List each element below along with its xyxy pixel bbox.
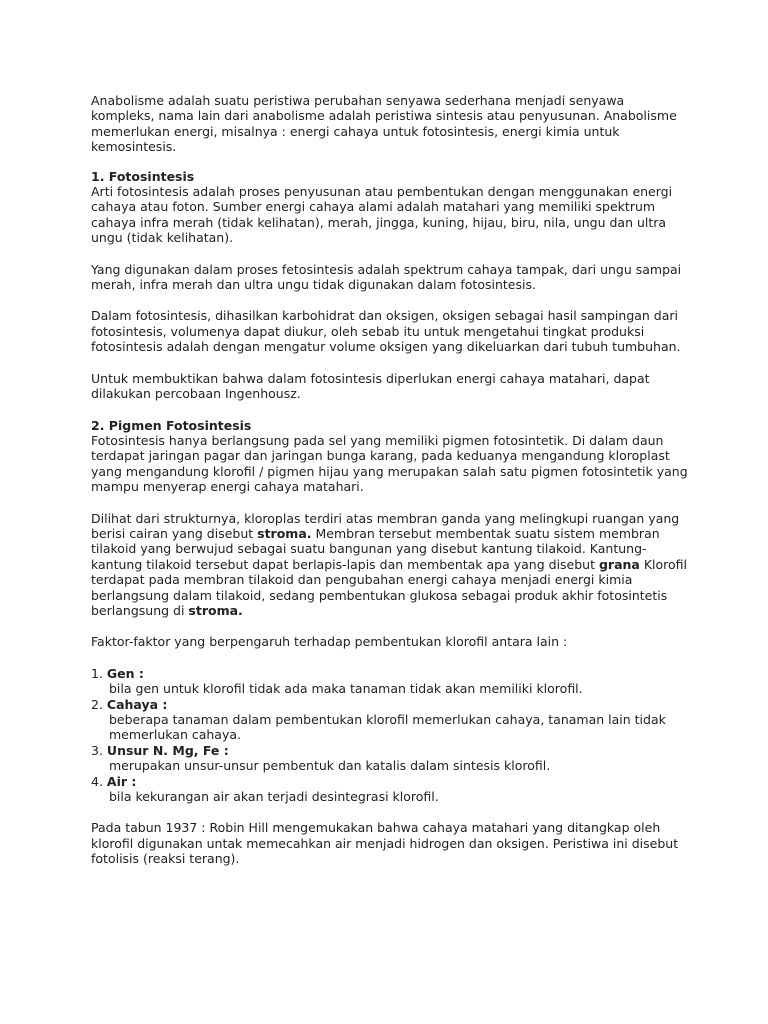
factor-title: Air : bbox=[106, 773, 137, 789]
list-item bbox=[91, 774, 691, 805]
text-segment: Membran tersebut membentak suatu sistem membran tilakoid yang berwujud sebagai suatu bangunan yang disebut kantung tilakoid. Kantung-kantung tilakoid tersebut dapat berlapis-lapis dan membentak apa yang disebut bbox=[91, 525, 660, 572]
term-grana: grana bbox=[598, 556, 640, 572]
list-item bbox=[91, 666, 691, 697]
list-number: 2. bbox=[91, 696, 103, 712]
factor-title: Gen : bbox=[106, 665, 144, 681]
list-item bbox=[91, 743, 691, 774]
paragraph-kloroplas bbox=[91, 511, 691, 619]
paragraph-robin-hill: Pada tabun 1937 : Robin Hill mengemukakan bahwa cahaya matahari yang ditangkap oleh klorofil digunakan untak memecahkan air menjadi hidrogen dan oksigen. Peristiwa ini disebut fotolisis (reaksi terang). bbox=[91, 820, 679, 867]
section-heading-fotosintesis: 1. Fotosintesis bbox=[91, 168, 195, 184]
list-number: 3. bbox=[91, 742, 103, 758]
factor-title: Unsur N. Mg, Fe : bbox=[106, 742, 229, 758]
document-body bbox=[91, 93, 691, 883]
paragraph-hasil-fotosintesis: Dalam fotosintesis, dihasilkan karbohidrat dan oksigen, oksigen sebagai hasil sampingan dari fotosintesis, volumenya dapat diukur, oleh sebab itu untuk mengetahui tingkat produksi fotosintesis adalah dengan mengatur volume oksigen yang dikeluarkan dari tubuh tumbuhan. bbox=[91, 308, 681, 355]
factor-title: Cahaya : bbox=[106, 696, 168, 712]
factor-description: bila kekurangan air akan terjadi desintegrasi klorofil. bbox=[109, 789, 439, 805]
paragraph-pigmen: Fotosintesis hanya berlangsung pada sel yang memiliki pigmen fotosintetik. Di dalam daun terdapat jaringan pagar dan jaringan bunga karang, pada keduanya mengandung kloroplast yang mengandung klorofil / pigmen hijau yang merupakan salah satu pigmen fotosintetik yang mampu menyerap energi cahaya matahari. bbox=[91, 432, 688, 495]
factor-description: beberapa tanaman dalam pembentukan klorofil memerlukan cahaya, tanaman lain tidak memerlukan cahaya. bbox=[109, 712, 666, 743]
term-stroma: stroma. bbox=[257, 525, 312, 541]
list-number: 1. bbox=[91, 665, 103, 681]
paragraph-ingenhousz: Untuk membuktikan bahwa dalam fotosintesis diperlukan energi cahaya matahari, dapat dilakukan percobaan Ingenhousz. bbox=[91, 370, 650, 402]
factor-description: bila gen untuk klorofil tidak ada maka tanaman tidak akan memiliki klorofil. bbox=[109, 681, 583, 697]
text-segment: Klorofil terdapat pada membran tilakoid dan pengubahan energi cahaya menjadi energi kimia berlangsung dalam tilakoid, sedang pembentukan glukosa sebagai produk akhir fotosintetis berlangsung di bbox=[91, 556, 688, 618]
paragraph-arti-fotosintesis: Arti fotosintesis adalah proses penyusunan atau pembentukan dengan menggunakan energi cahaya atau foton. Sumber energi cahaya alami adalah matahari yang memiliki spektrum cahaya infra merah (tidak kelihatan), merah, jingga, kuning, hijau, biru, nila, ungu dan ultra ungu (tidak kelihatan). bbox=[91, 184, 673, 246]
text-segment: Dilihat dari strukturnya, kloroplas terdiri atas membran ganda yang melingkupi ruangan yang berisi cairan yang disebut bbox=[91, 510, 680, 541]
intro-paragraph: Anabolisme adalah suatu peristiwa perubahan senyawa sederhana menjadi senyawa kompleks, nama lain dari anabolisme adalah peristiwa sintesis atau penyusunan. Anabolisme memerlukan energi, misalnya : energi cahaya untuk fotosintesis, energi kimia untuk kemosintesis. bbox=[91, 93, 677, 155]
factor-list bbox=[91, 666, 691, 805]
paragraph-spektrum: Yang digunakan dalam proses fetosintesis adalah spektrum cahaya tampak, dari ungu sampai merah, infra merah dan ultra ungu tidak digunakan dalam fotosintesis. bbox=[91, 261, 682, 293]
term-stroma-end: stroma. bbox=[188, 602, 243, 618]
list-number: 4. bbox=[91, 773, 103, 789]
section-heading-pigmen: 2. Pigmen Fotosintesis bbox=[91, 417, 252, 433]
factor-description: merupakan unsur-unsur pembentuk dan katalis dalam sintesis klorofil. bbox=[109, 758, 551, 774]
paragraph-faktor-intro: Faktor-faktor yang berpengaruh terhadap pembentukan klorofil antara lain : bbox=[91, 634, 568, 650]
list-item bbox=[91, 697, 691, 743]
